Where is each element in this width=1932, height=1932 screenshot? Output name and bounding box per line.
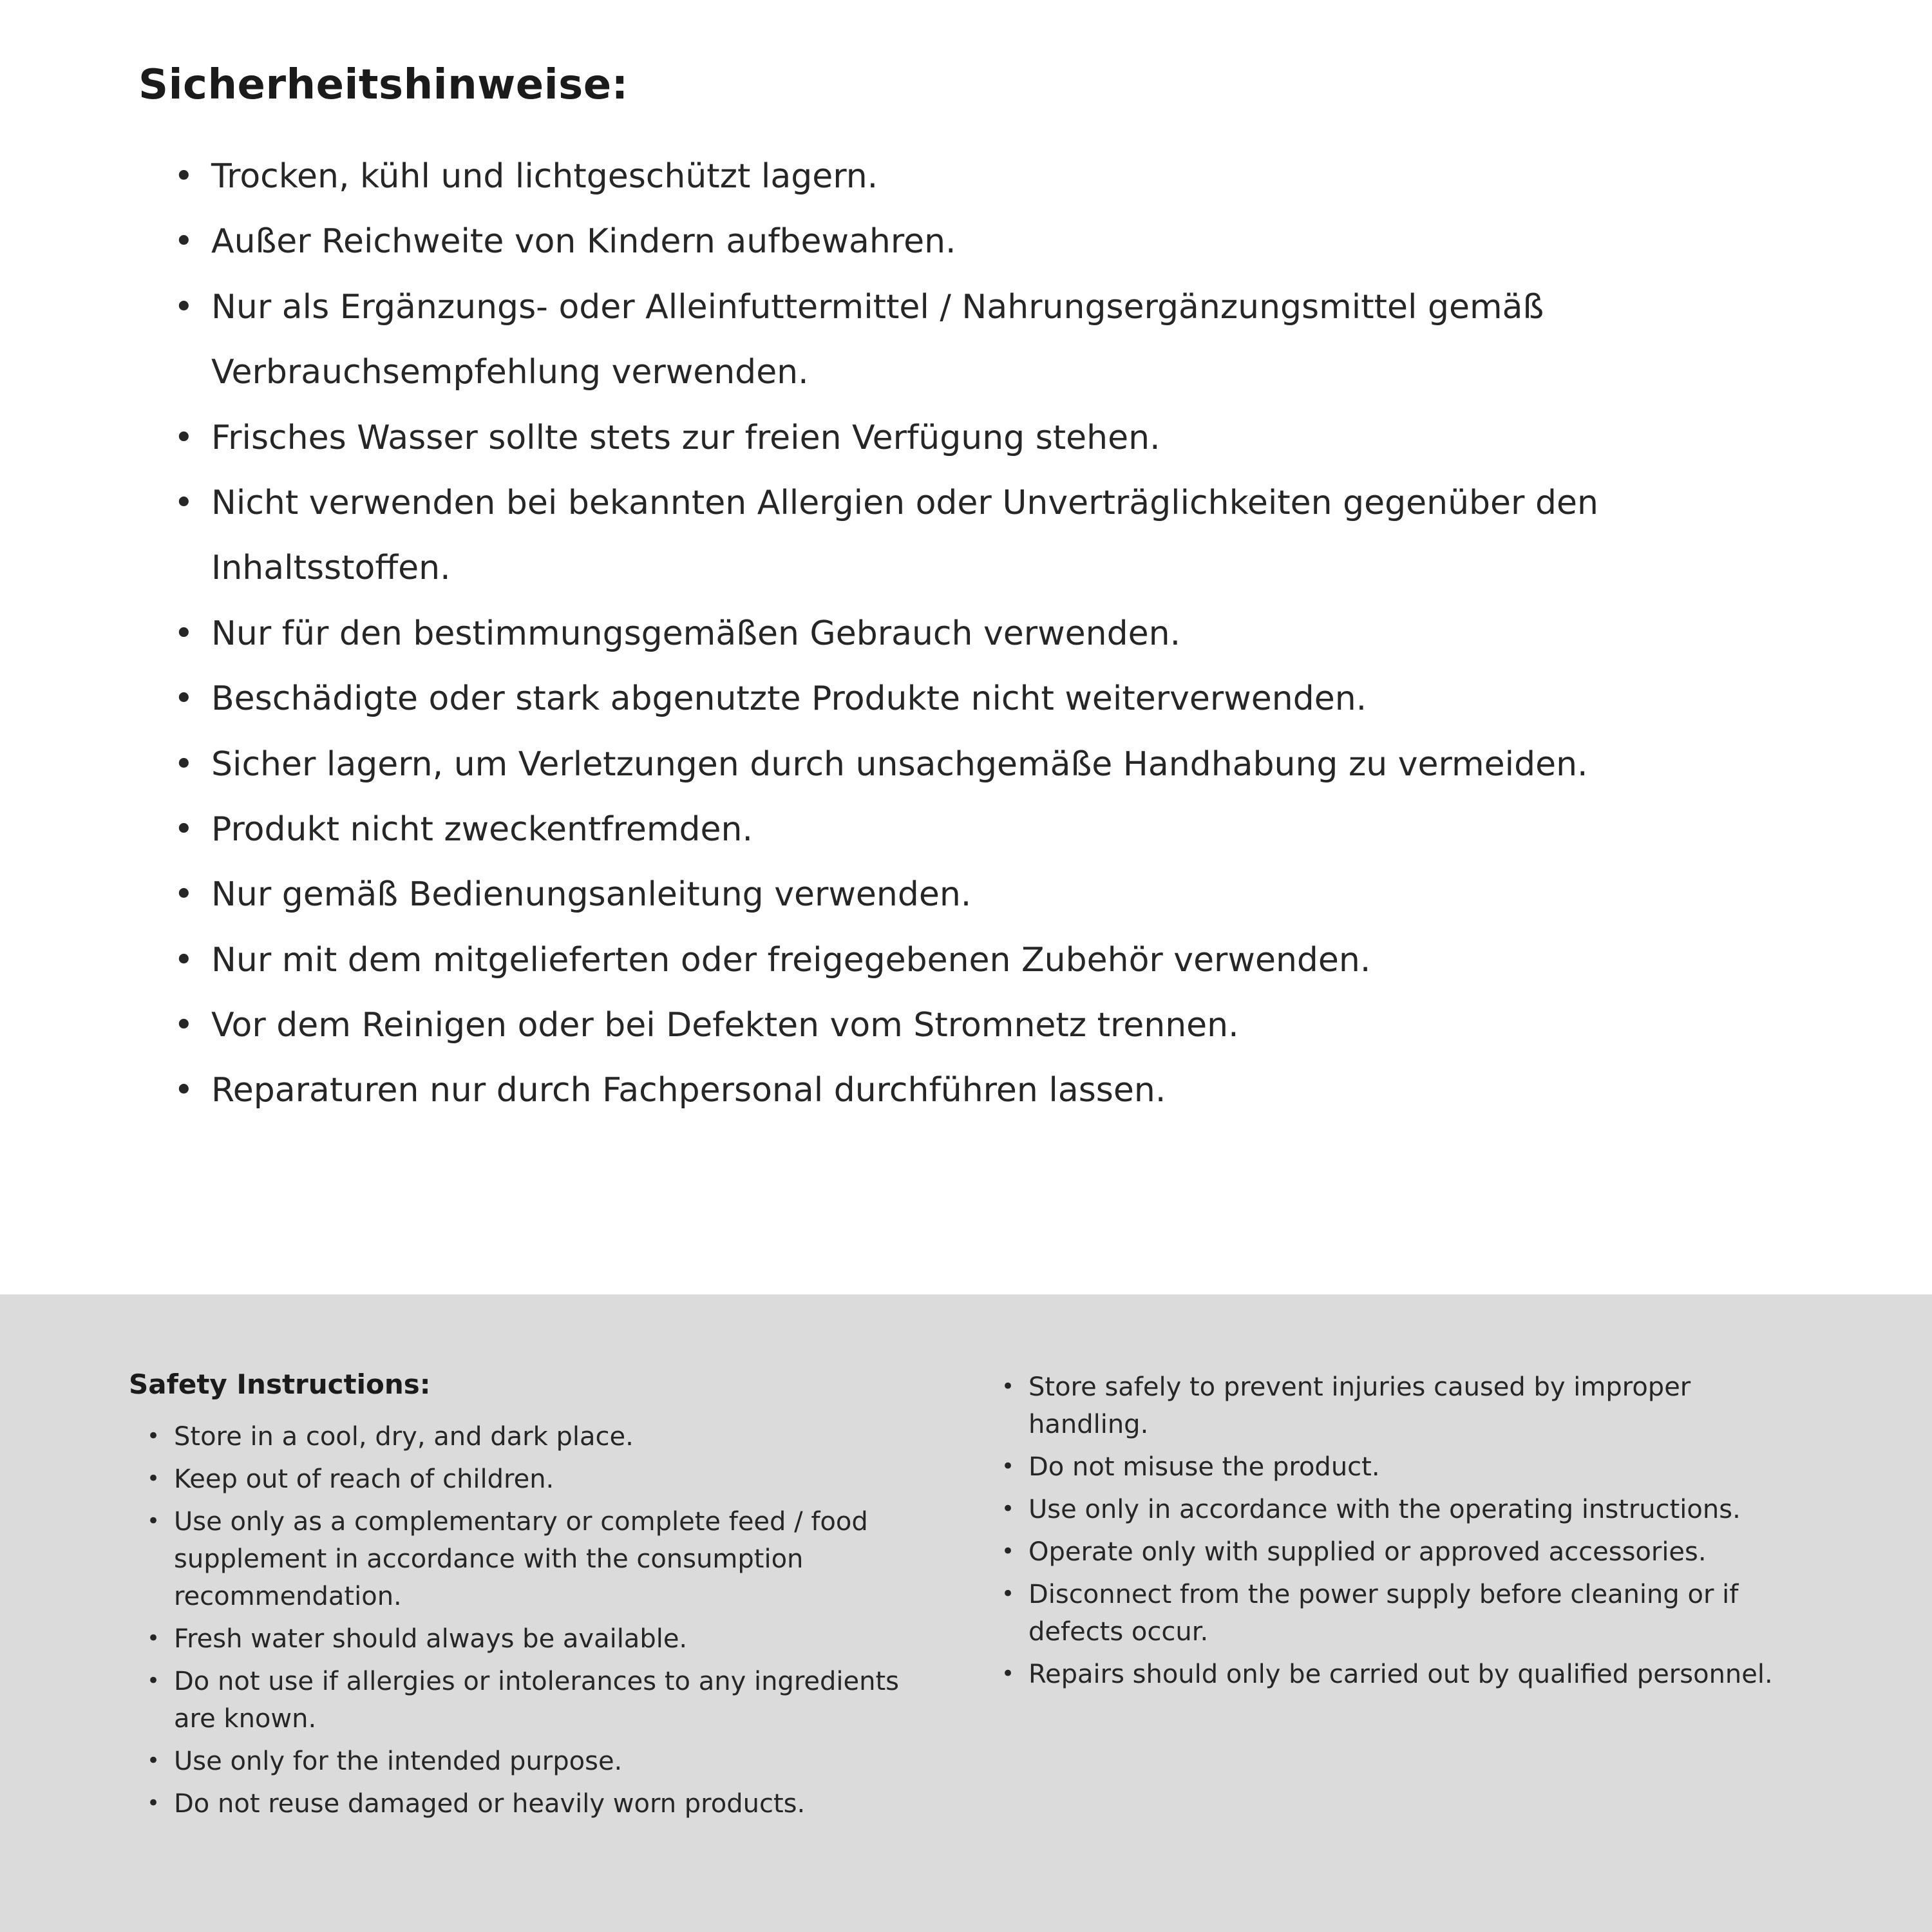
list-item: • Do not misuse the product. [1001,1448,1803,1486]
german-safety-list [138,144,1816,1124]
list-item: • Keep out of reach of children. [147,1461,931,1498]
list-item: • Do not use if allergies or intolerances to any ingredients are known. [147,1663,931,1738]
english-section-title: Safety Instructions: [129,1368,431,1400]
list-item: • Nur mit dem mitgelieferten oder freigegebenen Zubehör verwenden. [174,928,1816,993]
list-item: • Use only for the intended purpose. [147,1743,931,1780]
list-item: • Use only as a complementary or complete feed / food supplement in accordance with the consumption recommendation. [147,1503,931,1615]
list-item: • Fresh water should always be available. [147,1620,931,1658]
list-item: • Produkt nicht zweckentfremden. [174,797,1816,862]
list-item: • Frisches Wasser sollte stets zur freien Verfügung stehen. [174,406,1816,471]
list-item: • Nur als Ergänzungs- oder Alleinfuttermittel / Nahrungsergänzungsmittel gemäß Verbrauchsempfehlung verwenden. [174,275,1816,406]
list-item: • Sicher lagern, um Verletzungen durch unsachgemäße Handhabung zu vermeiden. [174,732,1816,797]
list-item: • Nicht verwenden bei bekannten Allergien oder Unverträglichkeiten gegenüber den Inhaltsstoffen. [174,471,1816,601]
english-left-column [129,1368,931,1932]
english-safety-list-right [1001,1368,1803,1693]
list-item: • Nur gemäß Bedienungsanleitung verwenden. [174,862,1816,927]
english-safety-list-left [129,1418,931,1823]
list-item: • Repairs should only be carried out by qualified personnel. [1001,1656,1803,1693]
list-item: • Außer Reichweite von Kindern aufbewahren. [174,209,1816,274]
list-item: • Use only in accordance with the operating instructions. [1001,1491,1803,1528]
list-item: • Disconnect from the power supply before cleaning or if defects occur. [1001,1576,1803,1651]
english-safety-section [0,1294,1932,1932]
list-item: • Operate only with supplied or approved accessories. [1001,1533,1803,1571]
list-item: • Trocken, kühl und lichtgeschützt lagern. [174,144,1816,209]
english-right-column [1001,1368,1803,1932]
list-item: • Reparaturen nur durch Fachpersonal durchführen lassen. [174,1058,1816,1123]
list-item: • Do not reuse damaged or heavily worn products. [147,1785,931,1823]
list-item: • Store safely to prevent injuries caused by improper handling. [1001,1368,1803,1443]
list-item: • Vor dem Reinigen oder bei Defekten vom Stromnetz trennen. [174,993,1816,1058]
list-item: • Nur für den bestimmungsgemäßen Gebrauch verwenden. [174,601,1816,667]
german-section-title: Sicherheitshinweise: [138,61,629,109]
list-item: • Store in a cool, dry, and dark place. [147,1418,931,1455]
list-item: • Beschädigte oder stark abgenutzte Produkte nicht weiterverwenden. [174,667,1816,732]
